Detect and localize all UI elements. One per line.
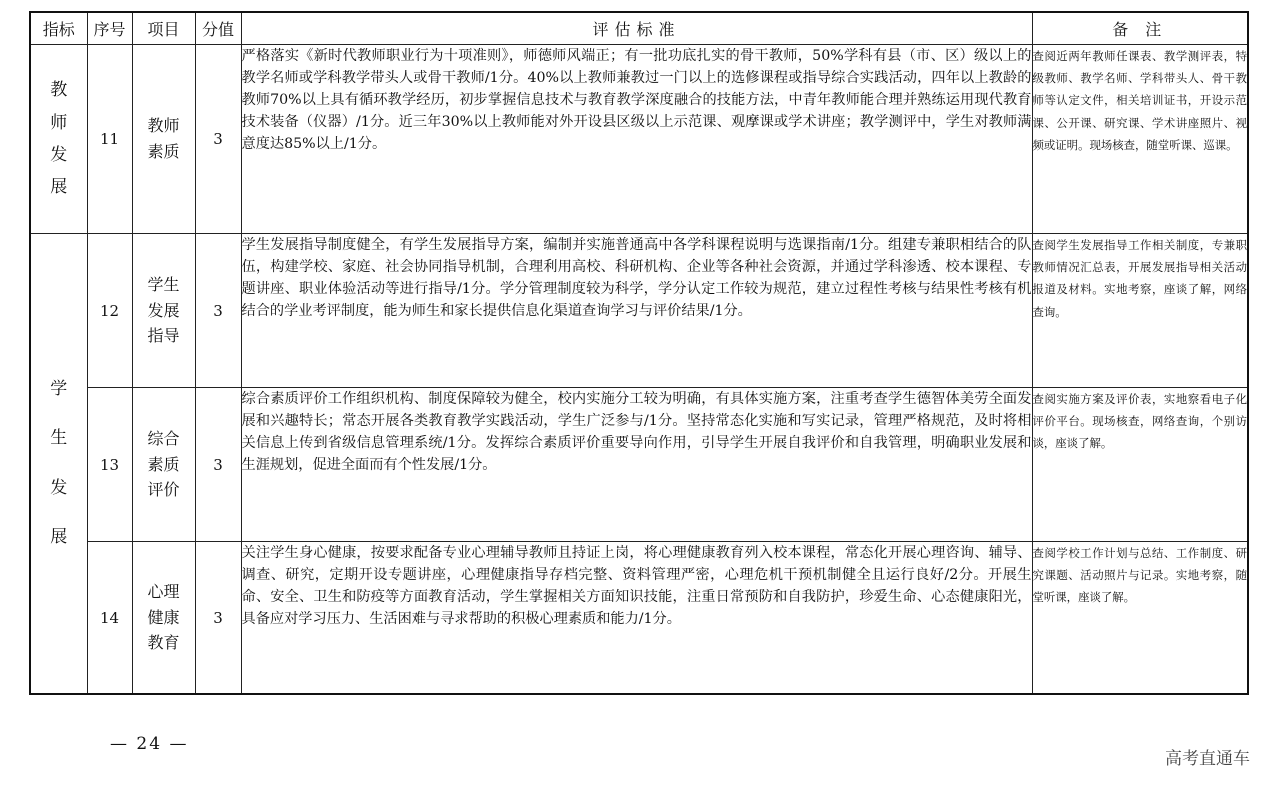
indicator-label: 学生发展 — [50, 378, 68, 547]
header-item: 项目 — [132, 12, 195, 45]
item-cell — [132, 45, 195, 234]
score-cell: 3 — [195, 388, 241, 542]
row-number: 14 — [87, 542, 132, 695]
item-cell — [132, 542, 195, 695]
evaluation-table — [29, 11, 1249, 695]
header-indicator: 指标 — [30, 12, 87, 45]
indicator-label: 教师发展 — [50, 80, 68, 198]
standard-cell: 学生发展指导制度健全，有学生发展指导方案，编制并实施普通高中各学科课程说明与选课指南/1分。组建专兼职相结合的队伍，构建学校、家庭、社会协同指导机制，合理利用高校、科研机构、企业等各种社会资源，并通过学科渗透、校本课程、专题讲座、职业体验活动等进行指导/1分。学分管理制度较为科学，学分认定工作较为规范，建立过程性考核与结果性考核有机结合的学业考评制度，能为师生和家长提供信息化渠道查询学习与评价结果/1分。 — [241, 234, 1032, 388]
row-number: 13 — [87, 388, 132, 542]
table-row — [30, 388, 1248, 542]
score-cell: 3 — [195, 234, 241, 388]
standard-cell: 关注学生身心健康，按要求配备专业心理辅导教师且持证上岗，将心理健康教育列入校本课程，常态化开展心理咨询、辅导、调查、研究，定期开设专题讲座，心理健康指导存档完整、资料管理严密，心理危机干预机制健全且运行良好/2分。开展生命、安全、卫生和防疫等方面教育活动，学生掌握相关方面知识技能，注重日常预防和自我防护，珍爱生命、心态健康阳光，具备应对学习压力、生活困难与寻求帮助的积极心理素质和能力/1分。 — [241, 542, 1032, 695]
table-row — [30, 542, 1248, 695]
indicator-cell — [30, 45, 87, 234]
header-score: 分值 — [195, 12, 241, 45]
item-label: 心理健康教育 — [147, 582, 180, 653]
remark-cell: 查阅近两年教师任课表、教学测评表，特级教师、教学名师、学科带头人、骨干教师等认定文件，相关培训证书，开设示范课、公开课、研究课、学术讲座照片、视频或证明。现场核查，随堂听课、巡课。 — [1032, 45, 1248, 234]
table-row — [30, 234, 1248, 388]
header-number: 序号 — [87, 12, 132, 45]
remark-cell: 查阅实施方案及评价表，实地察看电子化评价平台。现场核查，网络查询，个别访谈，座谈了解。 — [1032, 388, 1248, 542]
standard-cell: 严格落实《新时代教师职业行为十项准则》，师德师风端正；有一批功底扎实的骨干教师，50%学科有县（市、区）级以上的教学名师或学科教学带头人或骨干教师/1分。40%以上教师兼教过一门以上的选修课程或指导综合实践活动，四年以上教龄的教师70%以上具有循环教学经历，初步掌握信息技术与教育教学深度融合的技能方法，中青年教师能合理并熟练运用现代教育技术装备（仪器）/1分。近三年30%以上教师能对外开设县区级以上示范课、观摩课或学术讲座；教学测评中，学生对教师满意度达85%以上/1分。 — [241, 45, 1032, 234]
score-cell: 3 — [195, 542, 241, 695]
item-label: 教师素质 — [147, 116, 180, 161]
item-label: 学生发展指导 — [147, 275, 180, 346]
table-row — [30, 45, 1248, 234]
row-number: 12 — [87, 234, 132, 388]
header-remark: 备 注 — [1032, 12, 1248, 45]
indicator-cell — [30, 234, 87, 695]
table-header-row — [30, 12, 1248, 45]
page-number: — 24 — — [110, 734, 189, 754]
standard-cell: 综合素质评价工作组织机构、制度保障较为健全，校内实施分工较为明确，有具体实施方案，注重考查学生德智体美劳全面发展和兴趣特长；常态开展各类教育教学实践活动，学生广泛参与/1分。坚持常态化实施和写实记录，管理严格规范，及时将相关信息上传到省级信息管理系统/1分。发挥综合素质评价重要导向作用，引导学生开展自我评价和自我管理，明确职业发展和生涯规划，促进全面而有个性发展/1分。 — [241, 388, 1032, 542]
row-number: 11 — [87, 45, 132, 234]
item-cell — [132, 234, 195, 388]
score-cell: 3 — [195, 45, 241, 234]
item-label: 综合素质评价 — [147, 429, 180, 500]
remark-cell: 查阅学校工作计划与总结、工作制度、研究课题、活动照片与记录。实地考察，随堂听课，座谈了解。 — [1032, 542, 1248, 695]
item-cell — [132, 388, 195, 542]
remark-cell: 查阅学生发展指导工作相关制度，专兼职教师情况汇总表，开展发展指导相关活动报道及材料。实地考察，座谈了解，网络查询。 — [1032, 234, 1248, 388]
header-standard: 评估标准 — [241, 12, 1032, 45]
watermark: 高考直通车 — [1165, 749, 1250, 769]
